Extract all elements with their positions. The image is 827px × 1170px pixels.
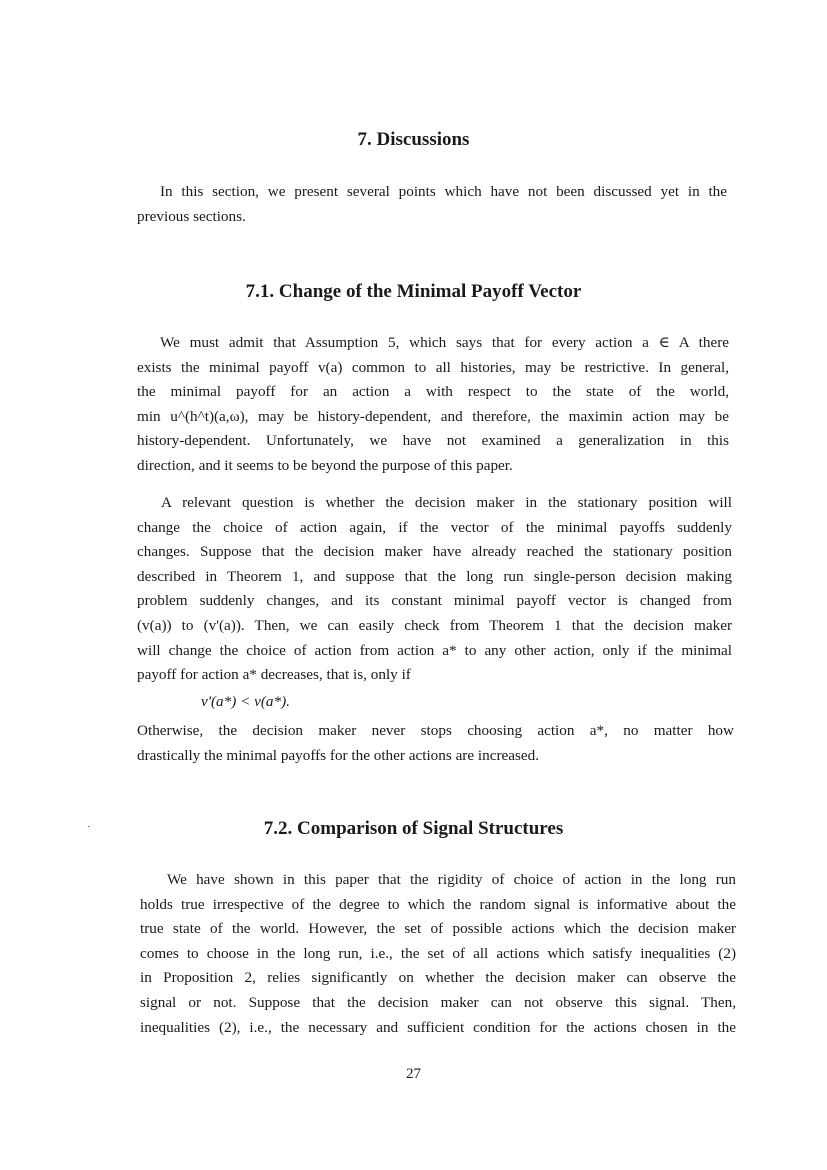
p1-line: exists the minimal payoff v(a) common to all histories, may be restrictive. In general, <box>137 358 729 376</box>
p4-line: true state of the world. However, the set of possible actions which the decision maker <box>140 920 736 938</box>
intro-paragraph <box>137 180 727 229</box>
subsection-title-7-1: 7.1. Change of the Minimal Payoff Vector <box>245 281 582 302</box>
subsection-7-2-paragraph-1 <box>140 868 736 1040</box>
p2-line: (v(a)) to (v'(a)). Then, we can easily check from Theorem 1 that the decision maker <box>137 616 732 634</box>
p4-line: signal or not. Suppose that the decision maker can not observe this signal. Then, <box>140 993 736 1011</box>
intro-line-1: In this section, we present several points which have not been discussed yet in the <box>160 183 727 200</box>
subsection-7-1-paragraph-2 <box>137 491 732 688</box>
inequality-formula: v'(a*) < v(a*). <box>201 693 290 710</box>
p4-line: We have shown in this paper that the rigidity of choice of action in the long run <box>167 871 736 888</box>
p2-line: A relevant question is whether the decision maker in the stationary position will <box>161 494 732 511</box>
p4-line: in Proposition 2, relies significantly on whether the decision maker can observe the <box>140 969 736 987</box>
p2-line: problem suddenly changes, and its constant minimal payoff vector is changed from <box>137 592 732 610</box>
p1-line: the minimal payoff for an action a with respect to the state of the world, <box>137 383 729 401</box>
section-title: 7. Discussions <box>357 129 470 150</box>
p4-line: comes to choose in the long run, i.e., the set of all actions which satisfy inequalities (2) <box>140 944 736 962</box>
p1-line: min u^(h^t)(a,ω), may be history-dependent, and therefore, the maximin action may be <box>137 407 729 425</box>
p2-line: payoff for action a* decreases, that is, only if <box>137 666 411 684</box>
subsection-7-1-paragraph-3 <box>137 719 734 768</box>
p1-line: We must admit that Assumption 5, which says that for every action a ∈ A there <box>160 334 729 351</box>
p1-line: direction, and it seems to be beyond the purpose of this paper. <box>137 456 513 474</box>
p2-line: changes. Suppose that the decision maker have already reached the stationary position <box>137 543 732 561</box>
page-number: 27 <box>406 1066 421 1082</box>
p3-line: drastically the minimal payoffs for the other actions are increased. <box>137 746 540 764</box>
p4-line: holds true irrespective of the degree to which the random signal is informative about the <box>140 895 736 913</box>
p3-line: Otherwise, the decision maker never stops choosing action a*, no matter how <box>137 722 734 739</box>
intro-line-2: previous sections. <box>137 207 246 225</box>
p2-line: will change the choice of action from action a* to any other action, only if the minimal <box>137 641 732 659</box>
subsection-7-1-paragraph-1 <box>137 331 729 479</box>
p1-line: history-dependent. Unfortunately, we have not examined a generalization in this <box>137 432 729 450</box>
subsection-title-7-2: 7.2. Comparison of Signal Structures <box>263 818 564 839</box>
p2-line: described in Theorem 1, and suppose that the long run single-person decision making <box>137 567 732 585</box>
p4-line: inequalities (2), i.e., the necessary and sufficient condition for the actions chosen in the <box>140 1018 736 1036</box>
p2-line: change the choice of action again, if the vector of the minimal payoffs suddenly <box>137 518 732 536</box>
